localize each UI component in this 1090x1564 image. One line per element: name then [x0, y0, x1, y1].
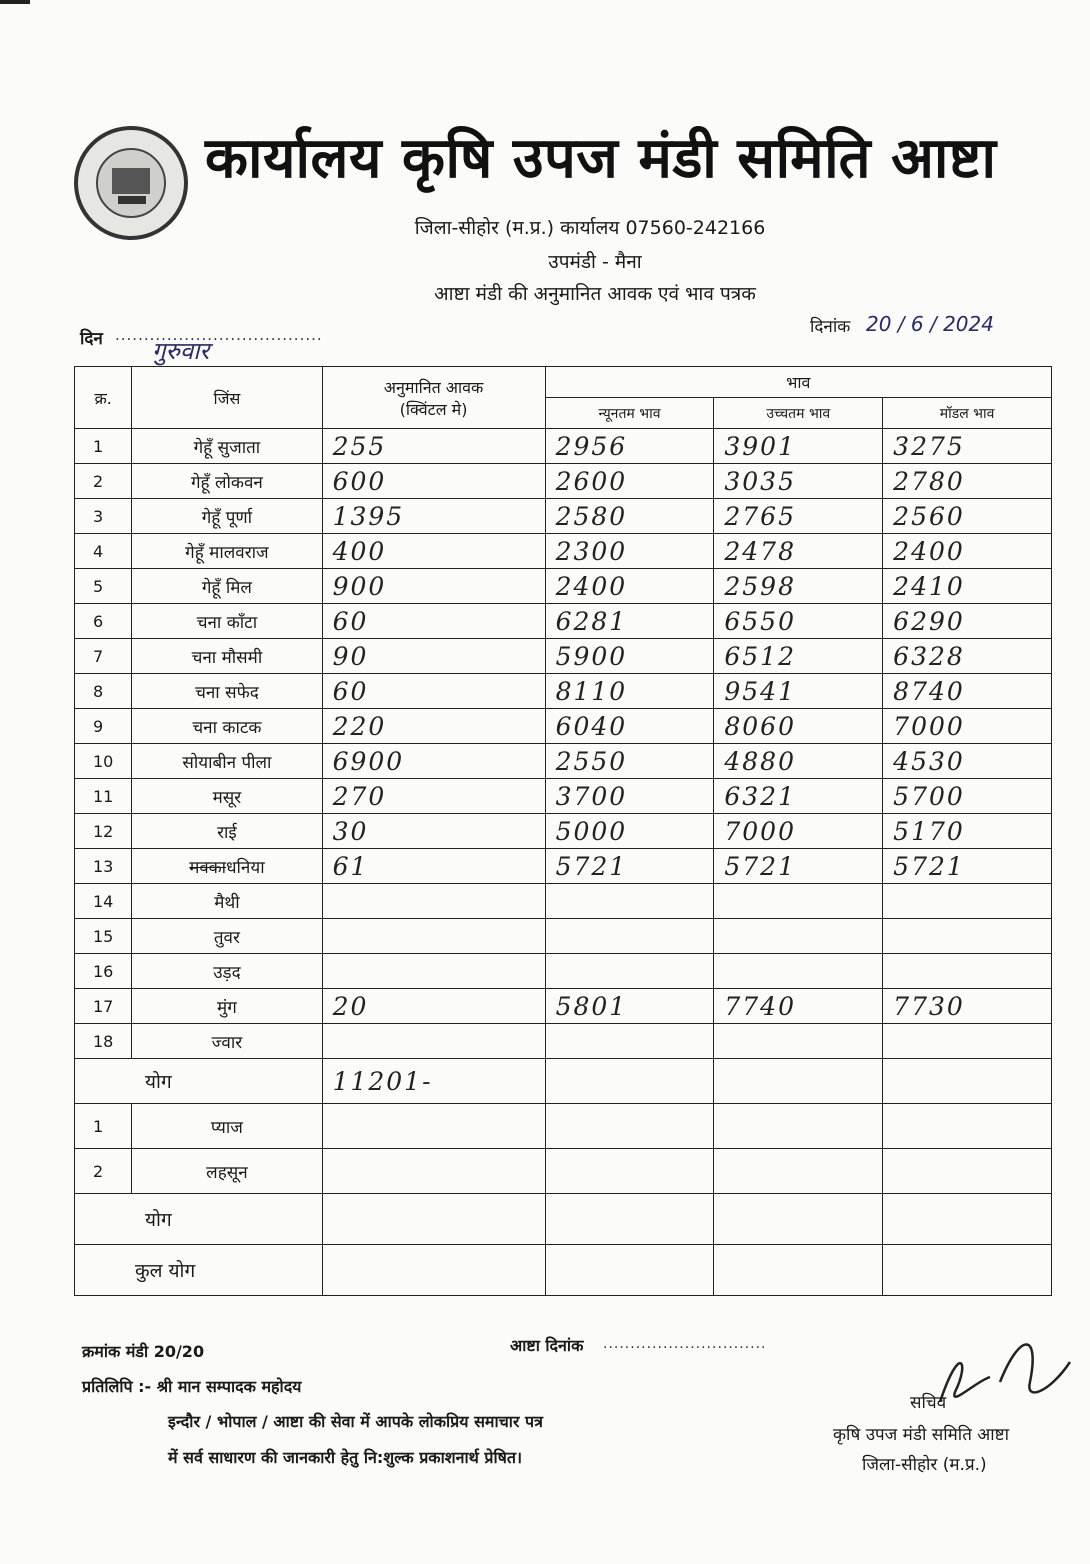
table-row — [75, 989, 1052, 1024]
min-price: 6040 — [545, 709, 714, 744]
commodity-name: गेहूँ लोकवन — [132, 464, 322, 499]
day-value: गुरुवार — [152, 337, 210, 365]
grand-total-min — [545, 1245, 714, 1296]
commodity-name: गेहूँ सुजाता — [132, 429, 322, 464]
header-arrival-unit: (क्विंटल मे) — [399, 399, 468, 419]
arrival-qty: 90 — [322, 639, 545, 674]
table-row — [75, 674, 1052, 709]
min-price: 5721 — [545, 849, 714, 884]
table-row — [75, 849, 1052, 884]
copy-body-line1: इन्दौर / भोपाल / आष्टा की सेवा में आपके लोकप्रिय समाचार पत्र — [168, 1412, 543, 1431]
modal-price: 5170 — [883, 814, 1052, 849]
row-number: 8 — [75, 674, 132, 709]
arrival-qty: 61 — [322, 849, 545, 884]
min-price — [545, 1024, 714, 1059]
table-row — [75, 884, 1052, 919]
min-price — [545, 884, 714, 919]
table-row — [75, 499, 1052, 534]
modal-price: 5700 — [883, 779, 1052, 814]
header-item: जिंस — [132, 367, 322, 429]
max-price — [714, 1024, 883, 1059]
header-no: क्र. — [75, 367, 132, 429]
table-row — [75, 954, 1052, 989]
date-value: 20 / 6 / 2024 — [866, 312, 994, 336]
row-number: 1 — [75, 1104, 132, 1149]
sub-mandi-line: उपमंडी - मैना — [548, 251, 642, 273]
empty-cell — [883, 1104, 1052, 1149]
arrival-qty: 30 — [322, 814, 545, 849]
max-price: 2478 — [714, 534, 883, 569]
copy-to-line: प्रतिलिपि :- श्री मान सम्पादक महोदय — [82, 1377, 302, 1396]
header-min-price: न्यूनतम भाव — [545, 398, 714, 429]
table-row — [75, 1024, 1052, 1059]
row-number: 10 — [75, 744, 132, 779]
min-price — [545, 919, 714, 954]
row-number: 5 — [75, 569, 132, 604]
row-number: 11 — [75, 779, 132, 814]
signatory-title: सचिव — [910, 1393, 947, 1413]
modal-price: 6290 — [883, 604, 1052, 639]
min-price: 2400 — [545, 569, 714, 604]
min-price: 5801 — [545, 989, 714, 1024]
commodity-name: सोयाबीन पीला — [132, 744, 322, 779]
commodity-name: मसूर — [132, 779, 322, 814]
arrival-qty: 60 — [322, 674, 545, 709]
commodity-correction: धनिया — [226, 857, 265, 878]
commodity-name: ज्वार — [132, 1024, 322, 1059]
arrival-qty: 60 — [322, 604, 545, 639]
empty-cell — [883, 1149, 1052, 1194]
arrival-qty — [322, 919, 545, 954]
table-row — [75, 709, 1052, 744]
row-number: 6 — [75, 604, 132, 639]
row-number: 17 — [75, 989, 132, 1024]
row-number: 4 — [75, 534, 132, 569]
empty-cell — [322, 1104, 545, 1149]
price-arrival-table — [74, 366, 1052, 1296]
row-number: 1 — [75, 429, 132, 464]
max-price: 7740 — [714, 989, 883, 1024]
max-price: 4880 — [714, 744, 883, 779]
max-price: 3035 — [714, 464, 883, 499]
min-price: 8110 — [545, 674, 714, 709]
commodity-name — [132, 849, 322, 884]
arrival-qty: 6900 — [322, 744, 545, 779]
modal-price: 2410 — [883, 569, 1052, 604]
min-price: 5900 — [545, 639, 714, 674]
arrival-qty: 220 — [322, 709, 545, 744]
row-number: 13 — [75, 849, 132, 884]
max-price: 7000 — [714, 814, 883, 849]
signatory-district: जिला-सीहोर (म.प्र.) — [862, 1455, 987, 1475]
arrival-qty: 255 — [322, 429, 545, 464]
table-row — [75, 1149, 1052, 1194]
min-price — [545, 954, 714, 989]
arrival-qty: 400 — [322, 534, 545, 569]
commodity-name: लहसून — [132, 1149, 322, 1194]
max-price: 6550 — [714, 604, 883, 639]
total-cell-max — [714, 1059, 883, 1104]
commodity-name: राई — [132, 814, 322, 849]
min-price: 2300 — [545, 534, 714, 569]
modal-price: 7730 — [883, 989, 1052, 1024]
modal-price: 5721 — [883, 849, 1052, 884]
row-number: 15 — [75, 919, 132, 954]
modal-price — [883, 884, 1052, 919]
table-row — [75, 639, 1052, 674]
commodity-name: तुवर — [132, 919, 322, 954]
total-row — [75, 1059, 1052, 1104]
day-label: दिन — [80, 329, 103, 349]
office-title: कार्यालय कृषि उपज मंडी समिति आष्टा — [205, 126, 997, 191]
arrival-qty — [322, 1024, 545, 1059]
total-arrival-value: 11201- — [322, 1059, 545, 1104]
grand-total-arrival — [322, 1245, 545, 1296]
arrival-qty: 1395 — [322, 499, 545, 534]
arrival-qty — [322, 954, 545, 989]
footer-date-dots: .............................. — [603, 1336, 767, 1352]
total-label: योग — [75, 1059, 323, 1104]
grand-total-label: कुल योग — [75, 1245, 323, 1296]
max-price: 9541 — [714, 674, 883, 709]
commodity-name: चना काटक — [132, 709, 322, 744]
max-price — [714, 954, 883, 989]
grand-total-modal — [883, 1245, 1052, 1296]
arrival-qty: 270 — [322, 779, 545, 814]
row-number: 16 — [75, 954, 132, 989]
table-row — [75, 604, 1052, 639]
max-price: 6512 — [714, 639, 883, 674]
empty-cell — [714, 1104, 883, 1149]
signatory-org: कृषि उपज मंडी समिति आष्टा — [833, 1425, 1010, 1445]
modal-price — [883, 919, 1052, 954]
day-dots: .................................... — [115, 326, 323, 344]
row-number: 9 — [75, 709, 132, 744]
table-row — [75, 744, 1052, 779]
table-row — [75, 569, 1052, 604]
commodity-name: चना सफेद — [132, 674, 322, 709]
grand-total-row — [75, 1245, 1052, 1296]
modal-price: 7000 — [883, 709, 1052, 744]
seal-emblem-icon — [96, 148, 166, 218]
total2-label: योग — [75, 1194, 323, 1245]
row-number: 18 — [75, 1024, 132, 1059]
header-modal-price: मॉडल भाव — [883, 398, 1052, 429]
row-number: 7 — [75, 639, 132, 674]
arrival-qty — [322, 884, 545, 919]
table-row — [75, 919, 1052, 954]
table-row — [75, 464, 1052, 499]
min-price: 2956 — [545, 429, 714, 464]
row-number: 12 — [75, 814, 132, 849]
total2-min — [545, 1194, 714, 1245]
row-number: 2 — [75, 464, 132, 499]
max-price: 2765 — [714, 499, 883, 534]
commodity-name: उड़द — [132, 954, 322, 989]
min-price: 2600 — [545, 464, 714, 499]
modal-price — [883, 1024, 1052, 1059]
row-number: 14 — [75, 884, 132, 919]
scan-edge-mark — [0, 0, 30, 4]
header-max-price: उच्चतम भाव — [714, 398, 883, 429]
commodity-name: गेहूँ पूर्णा — [132, 499, 322, 534]
total2-max — [714, 1194, 883, 1245]
footer-date-label: आष्टा दिनांक — [510, 1336, 584, 1355]
modal-price: 2400 — [883, 534, 1052, 569]
arrival-qty: 900 — [322, 569, 545, 604]
empty-cell — [545, 1104, 714, 1149]
modal-price: 3275 — [883, 429, 1052, 464]
commodity-name: मुंग — [132, 989, 322, 1024]
sheet-title: आष्टा मंडी की अनुमानित आवक एवं भाव पत्रक — [434, 283, 756, 305]
max-price: 2598 — [714, 569, 883, 604]
table-row — [75, 814, 1052, 849]
commodity-name: गेहूँ मिल — [132, 569, 322, 604]
secretary-signature — [930, 1322, 1080, 1432]
total2-modal — [883, 1194, 1052, 1245]
table-row — [75, 779, 1052, 814]
modal-price: 6328 — [883, 639, 1052, 674]
total-cell-min — [545, 1059, 714, 1104]
empty-cell — [322, 1149, 545, 1194]
commodity-name: प्याज — [132, 1104, 322, 1149]
modal-price: 2780 — [883, 464, 1052, 499]
date-label: दिनांक — [810, 317, 851, 337]
max-price — [714, 884, 883, 919]
max-price: 5721 — [714, 849, 883, 884]
max-price: 3901 — [714, 429, 883, 464]
reference-number: क्रमांक मंडी 20/20 — [82, 1342, 205, 1361]
max-price — [714, 919, 883, 954]
commodity-name: मैथी — [132, 884, 322, 919]
min-price: 3700 — [545, 779, 714, 814]
arrival-qty: 600 — [322, 464, 545, 499]
district-phone-line: जिला-सीहोर (म.प्र.) कार्यालय 07560-242166 — [414, 217, 766, 239]
commodity-name: गेहूँ मालवराज — [132, 534, 322, 569]
min-price: 2550 — [545, 744, 714, 779]
row-number: 2 — [75, 1149, 132, 1194]
empty-cell — [714, 1149, 883, 1194]
table-row — [75, 534, 1052, 569]
row-number: 3 — [75, 499, 132, 534]
struck-commodity-name: मक्का — [189, 857, 227, 878]
min-price: 2580 — [545, 499, 714, 534]
empty-cell — [545, 1149, 714, 1194]
table-row — [75, 429, 1052, 464]
total2-arrival — [322, 1194, 545, 1245]
commodity-name: चना काँटा — [132, 604, 322, 639]
header-price-group: भाव — [545, 367, 1051, 398]
total2-row — [75, 1194, 1052, 1245]
commodity-name: चना मौसमी — [132, 639, 322, 674]
modal-price — [883, 954, 1052, 989]
header-arrival-label: अनुमानित आवक — [383, 377, 484, 397]
table-row — [75, 1104, 1052, 1149]
modal-price: 2560 — [883, 499, 1052, 534]
modal-price: 4530 — [883, 744, 1052, 779]
arrival-qty: 20 — [322, 989, 545, 1024]
max-price: 8060 — [714, 709, 883, 744]
modal-price: 8740 — [883, 674, 1052, 709]
max-price: 6321 — [714, 779, 883, 814]
header-arrival — [322, 367, 545, 429]
copy-body-line2: में सर्व साधारण की जानकारी हेतु नि:शुल्क प्रकाशनार्थ प्रेषित। — [168, 1448, 523, 1467]
grand-total-max — [714, 1245, 883, 1296]
min-price: 6281 — [545, 604, 714, 639]
total-cell-modal — [883, 1059, 1052, 1104]
min-price: 5000 — [545, 814, 714, 849]
